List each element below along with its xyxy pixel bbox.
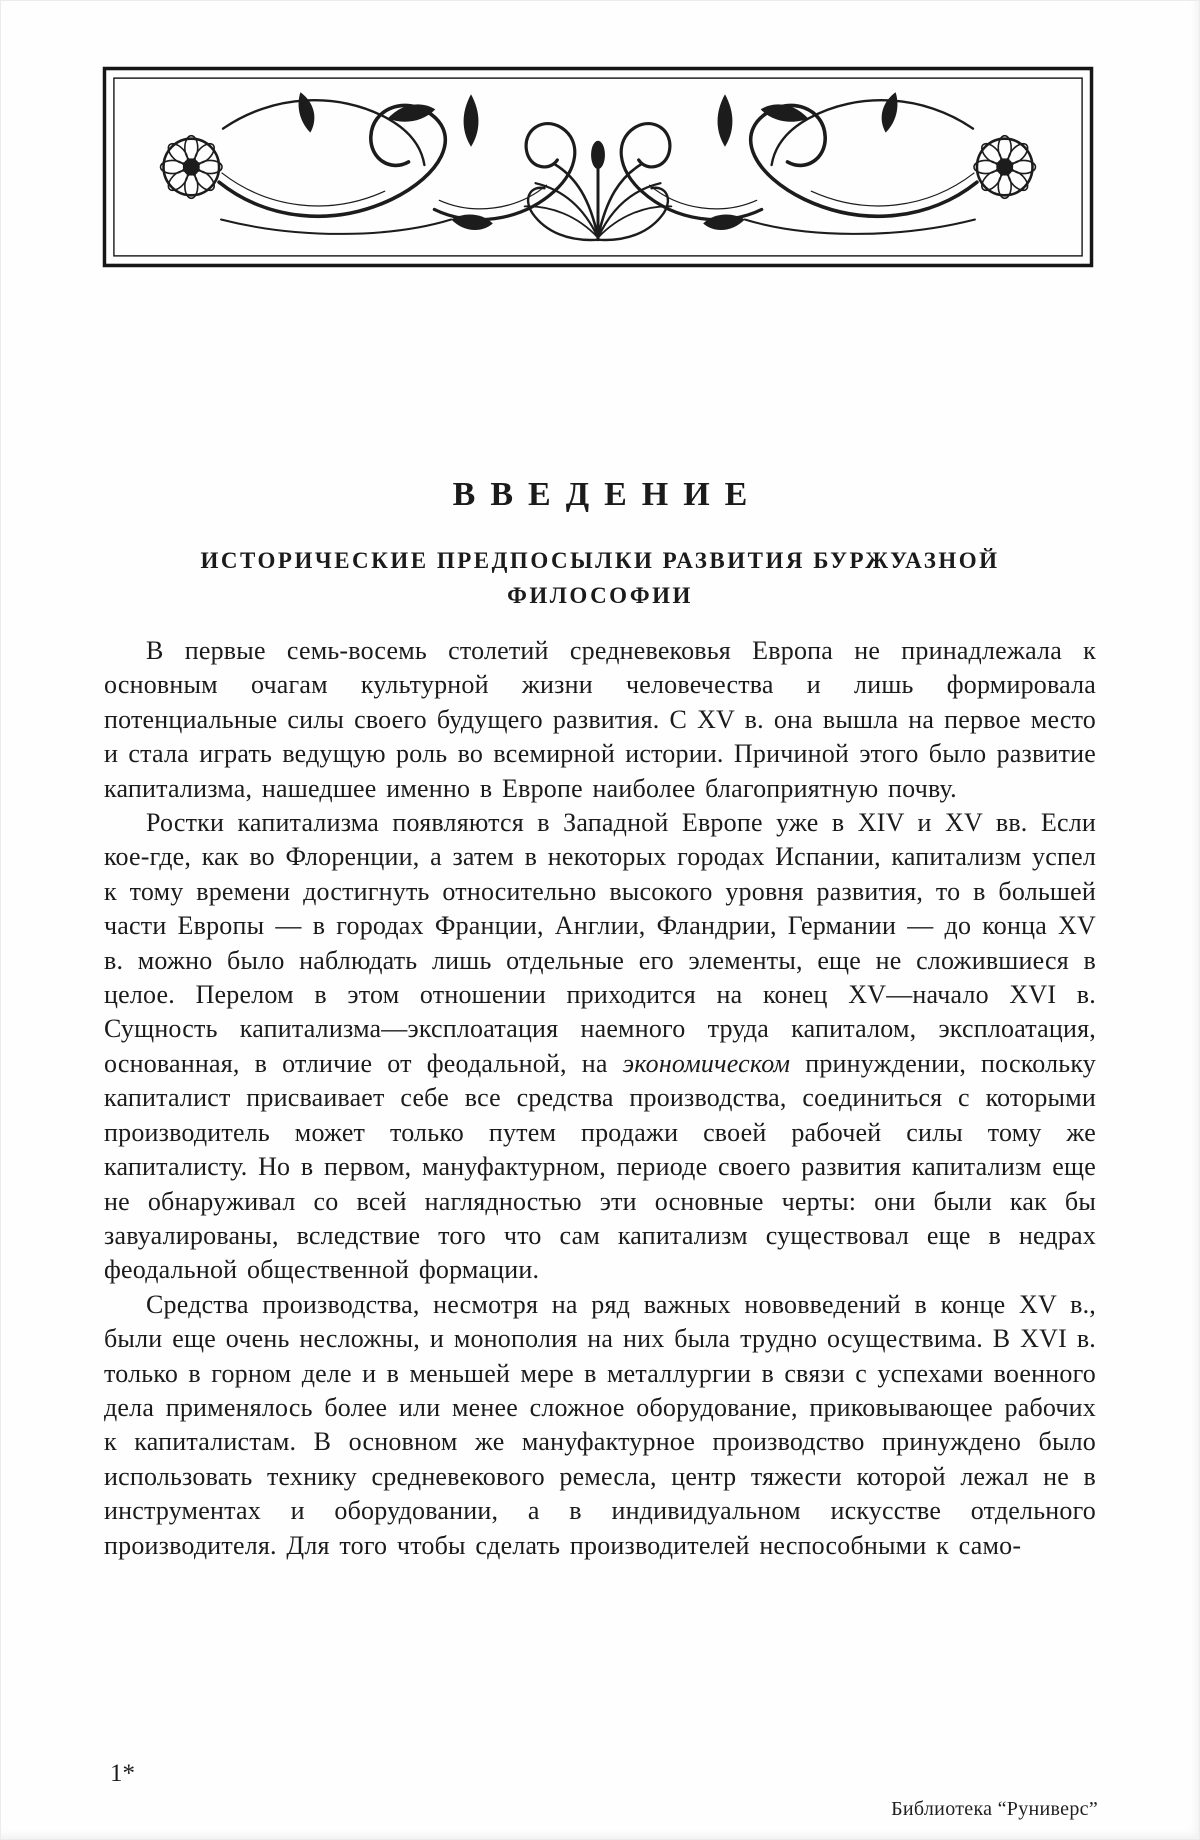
paragraph [104, 806, 1096, 1288]
headpiece-ornament [102, 66, 1094, 268]
chapter-subtitle [0, 543, 1200, 613]
paragraph [104, 1288, 1096, 1563]
page-title: ВВЕДЕНИЕ [452, 476, 763, 513]
subtitle-line2: ФИЛОСОФИИ [507, 583, 693, 608]
text-segment: принуждении, поскольку капиталист присваивает себе все средства производства, соединиться с которыми производитель может только путем продажи своей рабочей силы тому же капиталисту. Но в первом, мануфактурном, периоде своего развития капитализм еще не обнаруживал со всей наглядностью эти основные черты: они были как бы завуалированы, вследствие того что сам капитализм существовал еще в недрах феодальной общественной формации. [104, 1048, 1096, 1285]
body-text [104, 634, 1096, 1563]
library-watermark: Библиотека “Руниверс” [891, 1798, 1098, 1820]
text-segment: Средства производства, несмотря на ряд важных нововведений в конце XV в., были еще очень несложны, и монополия на них была трудно осуществима. В XVI в. только в горном деле и в меньшей мере в металлургии в связи с успехами военного дела применялось более или менее сложное оборудование, приковывающее рабочих к капиталистам. В основном же мануфактурное производство принуждено было использовать технику средневекового ремесла, центр тяжести которой лежал не в инструментах и оборудовании, а в индивидуальном искусстве отдельного производителя. Для того чтобы сделать производителей неспособными к само- [104, 1289, 1096, 1560]
text-segment: Ростки капитализма появляются в Западной Европе уже в XIV и XV вв. Если кое-где, как во Флоренции, а затем в некоторых городах Испании, капитализм успел к тому времени достигнуть относительно высокого уровня развития, то в большей части Европы — в городах Франции, Англии, Фландрии, Германии — до конца XV в. можно было наблюдать лишь отдельные его элементы, еще не сложившиеся в целое. Перелом в этом отношении приходится на конец XV—начало XVI в. Сущность капитализма—эксплоатация наемного труда капиталом, эксплоатация, основанная, в отличие от феодальной, на [104, 808, 1096, 1078]
subtitle-line1: ИСТОРИЧЕСКИЕ ПРЕДПОСЫЛКИ РАЗВИТИЯ БУРЖУАЗНОЙ [200, 548, 1000, 573]
signature-mark: 1* [110, 1760, 135, 1787]
paragraph [104, 634, 1096, 806]
floral-engraving-icon [102, 66, 1094, 268]
text-segment: В первые семь-восемь столетий средневековья Европа не принадлежала к основным очагам культурной жизни человечества и лишь формировала потенциальные силы своего будущего развития. С XV в. она вышла на первое место и стала играть ведущую роль во всемирной истории. Причиной этого было развитие капитализма, нашедшее именно в Европе наиболее благоприятную почву. [104, 636, 1096, 803]
italic-text: экономическом [622, 1048, 791, 1078]
